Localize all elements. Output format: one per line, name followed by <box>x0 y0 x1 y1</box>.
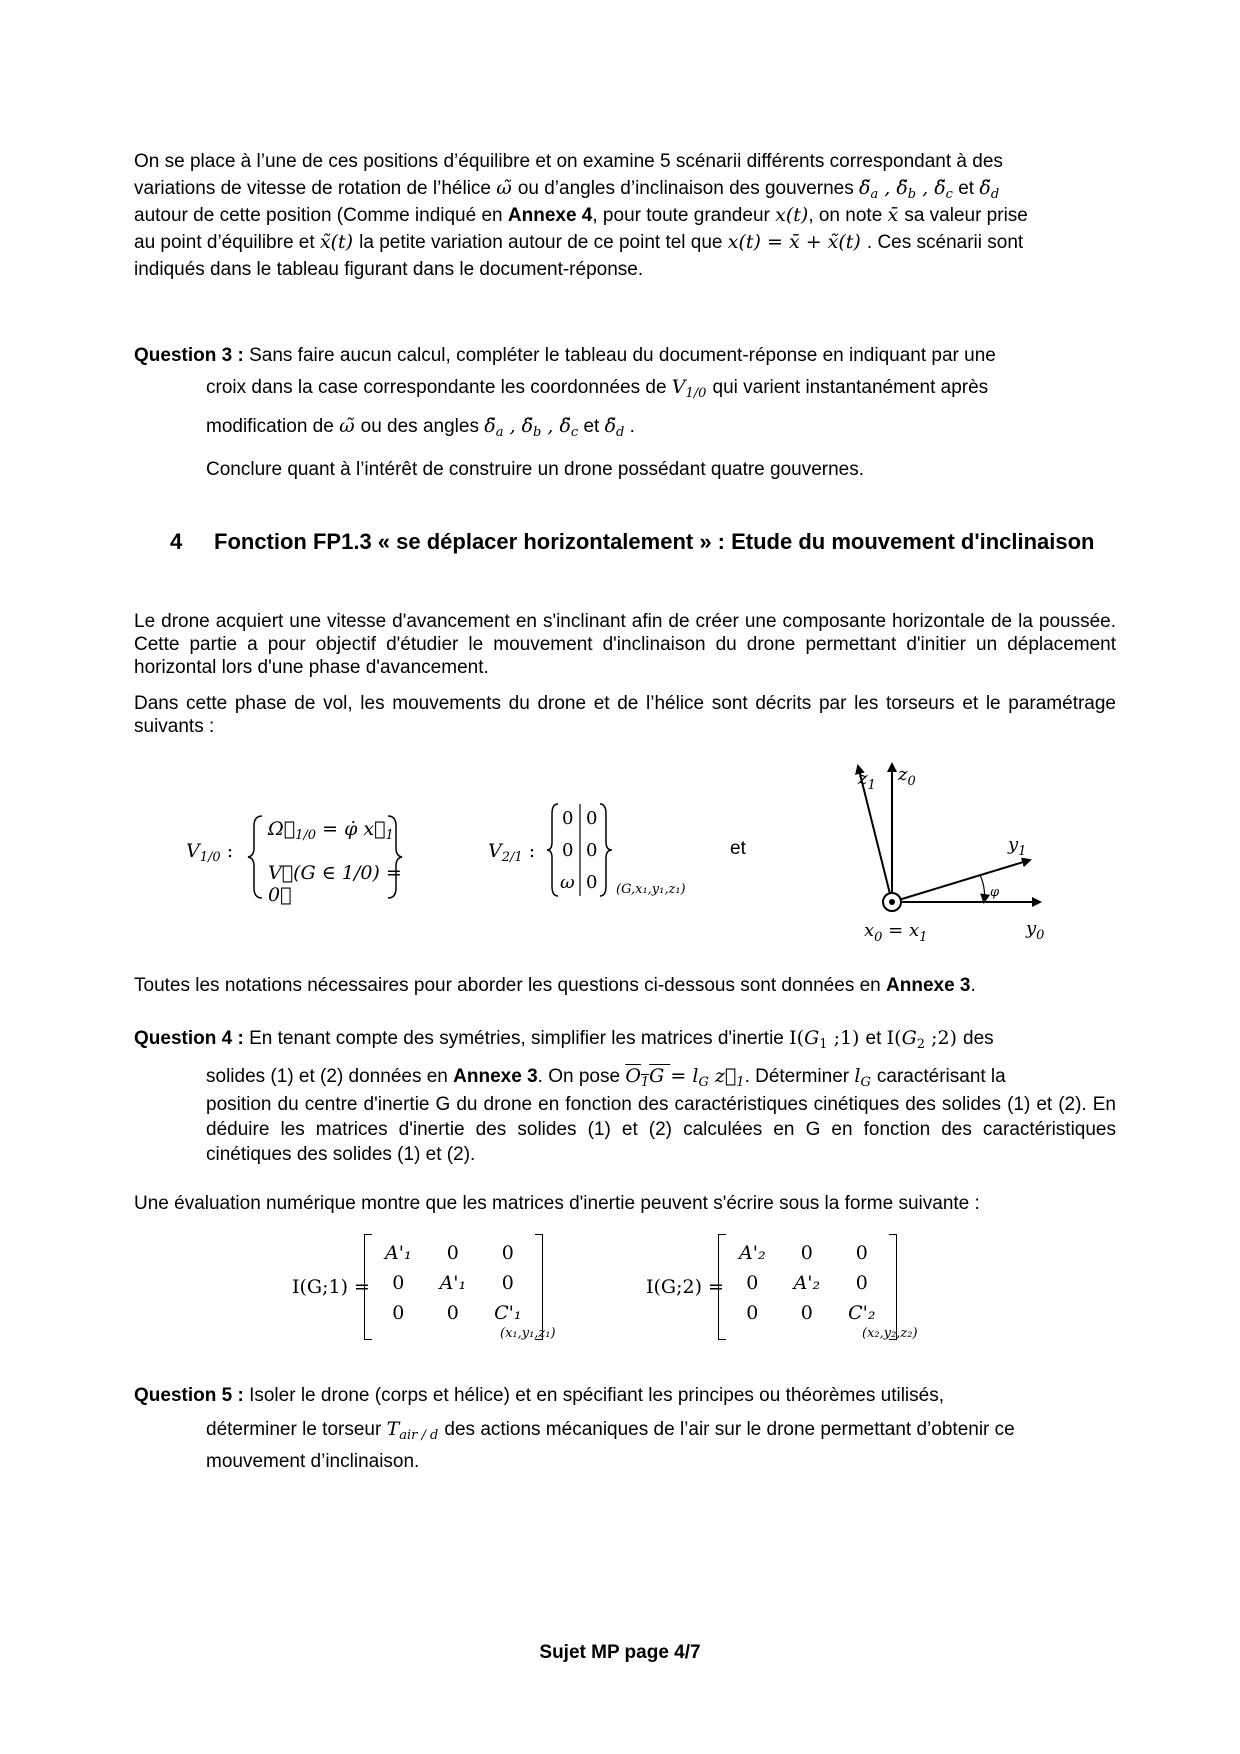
matrix-2-cell: 0 <box>855 1272 868 1294</box>
phi-arc <box>980 875 985 902</box>
question-5-line-3: mouvement d’inclinaison. <box>206 1451 420 1472</box>
question-3-line-4: Conclure quant à l’intérêt de construire un drone possédant quatre gouvernes. <box>206 459 865 480</box>
section-title-text: Fonction FP1.3 « se déplacer horizontalement » : Etude du mouvement d'inclinaison <box>214 529 1095 554</box>
matrix-2-label: I(G;2) = <box>646 1276 724 1298</box>
matrix-1-cell: 0 <box>446 1302 459 1324</box>
question-3-heading: Question 3 : <box>134 345 244 366</box>
question-3-line-3: modification de ω̃ ou des angles $\deltã_a$ , $\deltã_b$ , $\deltã_c$ et $\deltã_d$ . <box>206 415 635 440</box>
matrix-1-row <box>371 1298 536 1328</box>
matrix-2 <box>718 1234 897 1340</box>
question-5-line-2: déterminer le torseur $T_{air / d}$ des actions mécaniques de l’air sur le drone permettant d’obtenir ce <box>206 1418 1015 1443</box>
svg-text:0: 0 <box>562 808 574 829</box>
z0-label: $z_0$ <box>898 764 916 789</box>
matrix-2-cell: 0 <box>855 1242 868 1264</box>
question-4-heading: Question 4 : <box>134 1028 244 1049</box>
question-3-line-2: croix dans la case correspondante les coordonnées de $V_{1/0}$ qui varient instantanément après <box>206 376 989 401</box>
eval-paragraph: Une évaluation numérique montre que les matrices d'inertie peuvent s'écrire sous la forme suivante : <box>134 1193 980 1214</box>
question-3-line-1: Question 3 : Sans faire aucun calcul, compléter le tableau du document-réponse en indiquant par une <box>134 345 996 366</box>
question-4-line-1: Question 4 : En tenant compte des symétries, simplifier les matrices d'inertie $I(G_1$ ;1) et $I(G_2$ ;2) des <box>134 1027 994 1052</box>
matrix-1 <box>364 1234 543 1340</box>
matrix-2-row <box>725 1298 890 1328</box>
matrix-2-cell: A'₂ <box>793 1272 821 1294</box>
torseur-v21: $V_{2/1}$ : 0 0 0 0 ω 0 (G,x₁,y₁,z₁) <box>488 800 708 910</box>
y1-label: $y_1$ <box>1008 834 1027 859</box>
matrix-1-row <box>371 1268 536 1298</box>
intro-line-3: autour de cette position (Comme indiqué en Annexe 4, pour toute grandeur x(t), on note x̄ sa valeur prise <box>134 204 1028 226</box>
torseur-base: (G,x₁,y₁,z₁) <box>616 882 686 897</box>
matrix-2-row <box>725 1268 890 1298</box>
left-brace <box>246 812 266 902</box>
question-5-line-1: Question 5 : Isoler le drone (corps et hélice) et en spécifiant les principes ou théorèmes utilisés, <box>134 1385 944 1406</box>
matrix-1-cell: 0 <box>501 1242 514 1264</box>
matrix-2-cell: A'₂ <box>739 1242 766 1264</box>
torseur-v21-matrix <box>546 800 616 900</box>
svg-text:0: 0 <box>562 840 574 861</box>
y0-label: $y_0$ <box>1026 918 1045 943</box>
et-label: et <box>730 838 746 859</box>
section-4-title <box>170 528 1116 588</box>
intro-line-4: au point d’équilibre et x̃(t) la petite variation autour de ce point tel que x(t) = x̄ + x̃(t) . Ces scénarii sont <box>134 231 1024 253</box>
page-footer: Sujet MP page 4/7 <box>539 1642 701 1663</box>
matrix-1-cell: 0 <box>392 1302 405 1324</box>
drone-paragraph: Le drone acquiert une vitesse d'avancement en s'inclinant afin de créer une composante horizontale de la poussée. Cette partie a pour objectif d'étudier le mouvement d'inclinaison du drone permettant d'initier un déplacement horizontal lors d'une phase d'avancement. <box>134 611 1116 678</box>
phi-label: φ <box>990 885 1000 900</box>
matrix-1-cell: 0 <box>392 1272 405 1294</box>
svg-text:0: 0 <box>586 808 598 829</box>
matrix-2-cell: 0 <box>746 1302 759 1324</box>
z1-label: $z_1$ <box>858 768 876 793</box>
torseur-v10: $V_{1/0}$ : $\Omega⃗_{1/0}$ = φ̇ $x⃗_1$ V⃗(G ∈ 1/0) = 0⃗ <box>186 812 406 902</box>
matrix-2-base: (x₂,y₂,z₂) <box>862 1326 918 1341</box>
intro-line-1: On se place à l’une de ces positions d’équilibre et on examine 5 scénarii différents correspondant à des <box>134 151 1003 172</box>
matrix-2-cell: 0 <box>800 1302 813 1324</box>
matrix-1-block <box>292 1234 592 1344</box>
matrix-1-table <box>371 1238 536 1328</box>
svg-text:0: 0 <box>586 840 598 861</box>
intro-paragraph <box>134 148 1116 283</box>
matrix-1-cell: 0 <box>446 1242 459 1264</box>
svg-text:ω: ω <box>560 872 575 893</box>
question-4-line-2: solides (1) et (2) données en Annexe 3. On pose $O_1G = l_G$ $z⃗_1$. Déterminer $l_G$ caractérisant la <box>206 1065 1006 1090</box>
y1-axis <box>892 860 1030 902</box>
matrix-1-cell: 0 <box>501 1272 514 1294</box>
matrix-1-cell: A'₁ <box>439 1272 467 1294</box>
phase-paragraph: Dans cette phase de vol, les mouvements du drone et de l’hélice sont décrits par les torseurs et le paramétrage suivants : <box>134 693 1116 737</box>
matrix-2-cell: 0 <box>800 1242 813 1264</box>
matrix-2-table <box>725 1238 890 1328</box>
svg-text:0: 0 <box>586 872 598 893</box>
intro-line-2: variations de vitesse de rotation de l’hélice ω̃ ou d’angles d’inclinaison des gouvernes $\deltã_a$ , $\deltã_b$ , $\deltã_c$ et $\deltã_d$ <box>134 177 1000 202</box>
notations-paragraph: Toutes les notations nécessaires pour aborder les questions ci-dessous sont données en Annexe 3. <box>134 975 976 996</box>
origin-dot <box>889 899 895 905</box>
matrix-1-cell: C'₁ <box>494 1302 522 1324</box>
matrix-2-block <box>646 1234 946 1344</box>
parametrage-figure <box>840 754 1070 954</box>
matrix-1-row <box>371 1238 536 1268</box>
right-brace <box>384 812 404 902</box>
matrix-2-cell: 0 <box>746 1272 759 1294</box>
matrix-2-cell: C'₂ <box>848 1302 876 1324</box>
intro-line-5: indiqués dans le tableau figurant dans le document-réponse. <box>134 259 644 280</box>
question-4-line-3: position du centre d'inertie G du drone en fonction des caractéristiques cinétiques des solides (1) et (2). En déduire les matrices d'inertie des solides (1) et (2) calculées en G en fonction des caractéristiques cinétiques des solides (1) et (2). <box>206 1094 1116 1165</box>
matrix-1-label: I(G;1) = <box>292 1276 370 1298</box>
x0x1-label: $x_0 = x_1$ <box>864 920 928 945</box>
section-number: 4 <box>170 529 183 554</box>
matrix-1-cell: A'₁ <box>385 1242 412 1264</box>
question-5-heading: Question 5 : <box>134 1385 244 1406</box>
matrix-1-base: (x₁,y₁,z₁) <box>500 1326 556 1341</box>
matrix-2-row <box>725 1238 890 1268</box>
